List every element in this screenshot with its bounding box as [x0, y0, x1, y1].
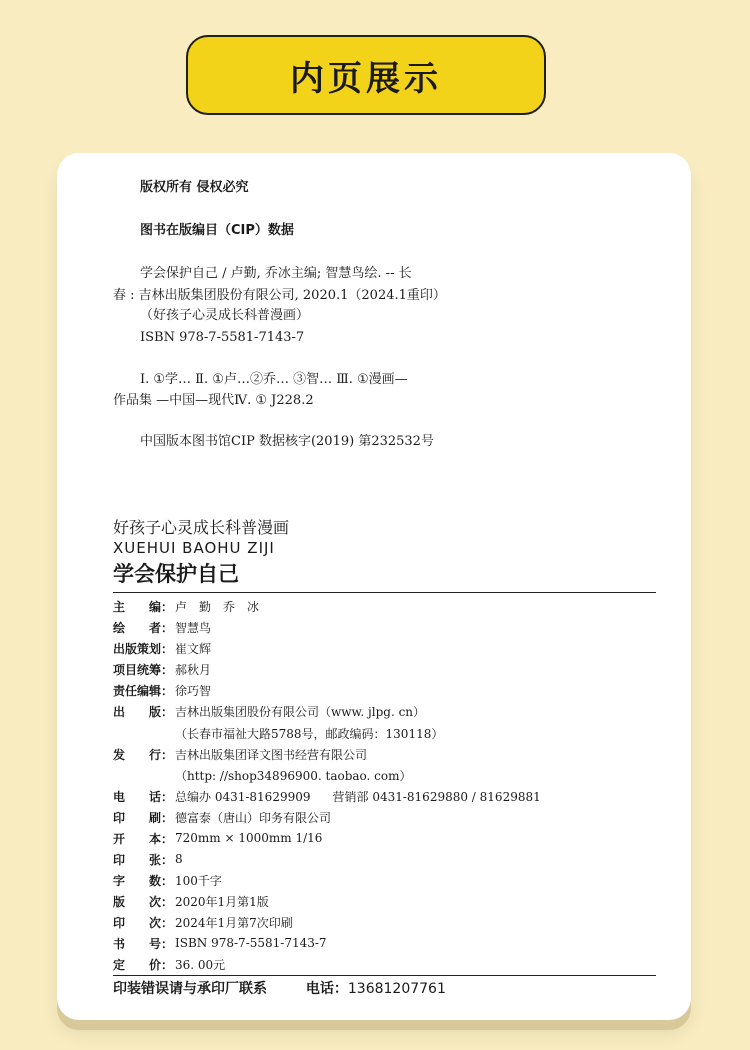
credit-label: 定 价：	[113, 957, 174, 972]
phone-number: 13681207761	[347, 981, 446, 997]
credit-value: 总编办 0431-81629909	[175, 789, 311, 804]
credit-value: 卢 勤 乔 冰	[175, 599, 260, 614]
credit-value: ISBN 978-7-5581-7143-7	[175, 936, 327, 950]
credit-continuation: （长春市福祉大路5788号，邮政编码：130118）	[175, 727, 444, 741]
notice-text: 印装错误请与承印厂联系	[113, 981, 267, 997]
cip-line-3: （好孩子心灵成长科普漫画）	[140, 308, 310, 323]
top-divider	[113, 592, 656, 593]
page-banner	[186, 35, 546, 115]
credit-row	[113, 617, 211, 637]
credit-label: 项目统筹：	[113, 662, 174, 677]
credit-label: 印 次：	[113, 915, 174, 930]
credit-value: 720mm × 1000mm 1/16	[175, 831, 323, 845]
cip-line-2: 春 : 吉林出版集团股份有限公司, 2020.1（2024.1重印）	[113, 288, 446, 303]
book-title: 学会保护自己	[113, 562, 239, 586]
credit-value: 8	[175, 852, 183, 866]
credit-label: 发 行：	[113, 747, 174, 762]
credit-label: 责任编辑：	[113, 683, 174, 698]
credit-row	[113, 680, 211, 700]
credit-value: 崔文辉	[175, 641, 212, 656]
credit-label: 字 数：	[113, 873, 174, 888]
credit-label: 印 张：	[113, 852, 174, 867]
credit-row	[113, 849, 183, 869]
bottom-divider	[113, 975, 656, 976]
credit-row	[113, 786, 541, 806]
cip-line-1: 学会保护自己 / 卢勤, 乔冰主编; 智慧鸟绘. -- 长	[140, 266, 412, 281]
credit-row	[113, 954, 225, 974]
credit-row	[113, 659, 211, 679]
credit-value: 100千字	[175, 873, 222, 888]
credit-value: 2024年1月第7次印刷	[175, 915, 293, 930]
credit-value: 徐巧智	[175, 683, 212, 698]
credit-value: 吉林出版集团译文图书经营有限公司	[175, 747, 368, 762]
credit-value: 智慧鸟	[175, 620, 212, 635]
credit-value: 2020年1月第1版	[175, 894, 269, 909]
credit-label: 电 话：	[113, 789, 174, 804]
print-error-notice	[113, 978, 446, 998]
credit-row	[113, 933, 327, 953]
classification-line-2: 作品集 —中国—现代Ⅳ. ① J228.2	[113, 393, 314, 408]
credit-label: 绘 者：	[113, 620, 174, 635]
credit-label: 主 编：	[113, 599, 174, 614]
credit-label: 出版策划：	[113, 641, 174, 656]
credit-label: 书 号：	[113, 936, 174, 951]
phone-label: 电话：	[305, 981, 348, 997]
series-name: 好孩子心灵成长科普漫画	[113, 518, 290, 537]
credit-row	[113, 912, 293, 932]
credit-value: 36. 00元	[175, 957, 226, 972]
title-pinyin: XUEHUI BAOHU ZIJI	[113, 539, 275, 557]
credit-row	[113, 596, 259, 616]
credit-row	[113, 828, 322, 848]
credit-label: 印 刷：	[113, 810, 174, 825]
credit-row	[113, 638, 211, 658]
credit-row	[113, 891, 269, 911]
credit-value-secondary: 营销部 0431-81629880 / 81629881	[332, 789, 541, 804]
credit-label: 版 次：	[113, 894, 174, 909]
cip-record: 中国版本图书馆CIP 数据核字(2019) 第232532号	[140, 434, 434, 449]
credit-value: 吉林出版集团股份有限公司（www. jlpg. cn）	[175, 704, 426, 719]
credit-row	[113, 870, 222, 890]
isbn-line: ISBN 978-7-5581-7143-7	[140, 330, 305, 345]
credit-row	[113, 744, 367, 764]
credit-value: 郝秋月	[175, 662, 212, 677]
credit-row	[113, 701, 425, 721]
credit-continuation: （http: //shop34896900. taobao. com）	[175, 769, 412, 783]
credit-value: 德富泰（唐山）印务有限公司	[175, 810, 332, 825]
credit-label: 出 版：	[113, 704, 174, 719]
credit-label: 开 本：	[113, 831, 174, 846]
classification-line-1: Ⅰ. ①学… Ⅱ. ①卢…②乔… ③智… Ⅲ. ①漫画—	[140, 372, 408, 387]
credit-row	[113, 807, 331, 827]
rights-notice: 版权所有 侵权必究	[140, 180, 249, 195]
cip-heading: 图书在版编目（CIP）数据	[140, 223, 294, 238]
banner-title: 内页展示	[290, 58, 442, 99]
